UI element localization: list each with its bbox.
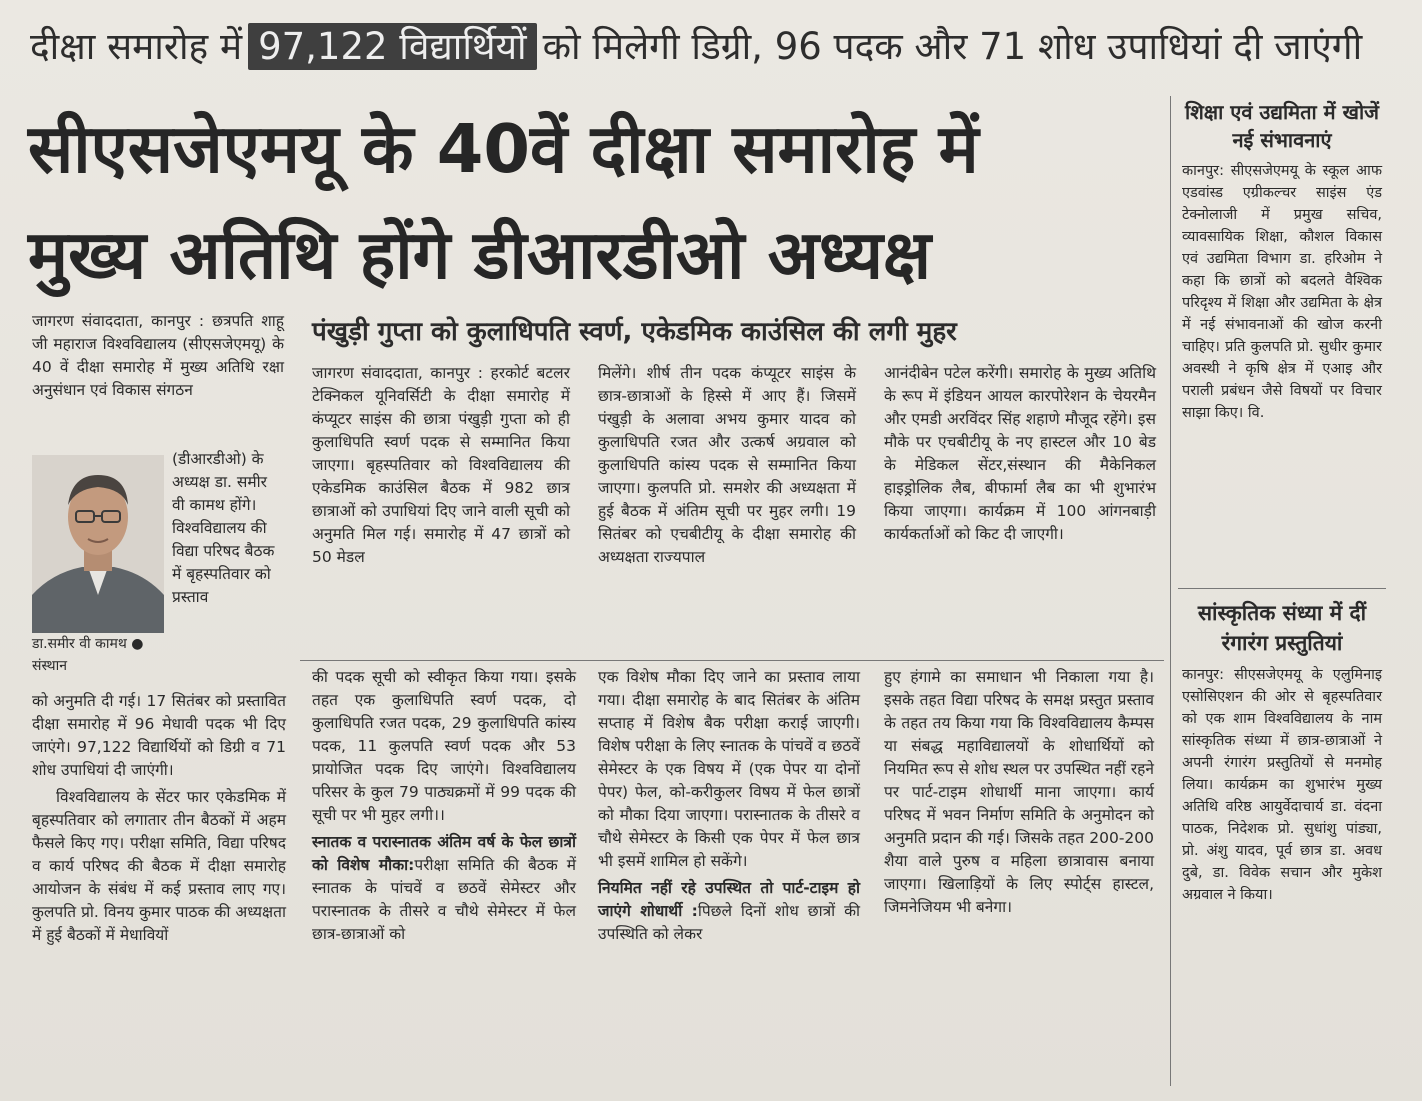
lower-lead-2: नियमित नहीं रहे उपस्थित तो पार्ट-टाइम हो जाएंगे शोधार्थी :	[598, 879, 860, 920]
sidebar-story-1	[1182, 98, 1382, 424]
headline-line-2: मुख्य अतिथि होंगे डीआरडीओ अध्यक्ष	[28, 216, 932, 294]
kicker-after: को मिलेगी डिग्री, 96 पदक और 71 शोध उपाधियां दी जाएंगी	[542, 25, 1363, 68]
sidebar-story-2	[1182, 598, 1382, 906]
main-story-para-1c: को अनुमति दी गई। 17 सितंबर को प्रस्तावित दीक्षा समारोह में 96 मेधावी पदक भी दिए जाएंगे। 97,122 विद्यार्थियों को डिग्री व 71 शोध उपाधियां दी जाएंगी।	[32, 692, 286, 779]
sub-story-col-1	[312, 362, 570, 569]
sidebar-2-body: कानपुर: सीएसजेएमयू के एलुमिनाइ एसोसिएशन की ओर से बृहस्पतिवार को एक शाम विश्वविद्यालय के नाम सांस्कृतिक संध्या में छात्र-छात्राओं ने अपनी रंगारंग प्रस्तुतियों से मनमोह लिया। कार्यक्रम का शुभारंभ मुख्य अतिथि वरिष्ठ आयुर्वेदाचार्य डा. वंदना पाठक, निदेशक प्रो. सुधांशु पांड्या, प्रो. अंशु यादव, पूर्व छात्र डा. अवध दुबे, डा. विवेक सचान और मुकेश अग्रवाल ने किया।	[1182, 667, 1382, 903]
portrait-image	[32, 455, 164, 633]
sidebar-1-title: शिक्षा एवं उद्यमिता में खोजें नई संभावनाएं	[1185, 100, 1379, 152]
lower-text-1b: परीक्षा समिति की बैठक में स्नातक के पांचवें व छठवें सेमेस्टर और परास्नातक के तीसरे व चौथे सेमेस्टर में फेल छात्र-छात्राओं को	[312, 856, 576, 943]
sidebar-divider	[1170, 96, 1171, 1086]
lower-text-1a: की पदक सूची को स्वीकृत किया गया। इसके तहत एक कुलाधिपति स्वर्ण पदक, दो कुलाधिपति रजत पदक, 29 कुलाधिपति कांस्य पदक, 11 कुलपति स्वर्ण पदक और 53 प्रायोजित पदक दिए जाएंगे। विश्वविद्यालय परिसर के कुल 79 पाठ्यक्रमों में 99 पदक की सूची पर भी मुहर लगी।।	[312, 668, 576, 824]
sub-story-text-2: मिलेंगे। शीर्ष तीन पदक कंप्यूटर साइंस के छात्र-छात्राओं के हिस्से में आए हैं। जिसमें पंखुड़ी के अलावा अभय कुमार यादव को कुलाधिपति रजत और उत्कर्ष अग्रवाल को कुलाधिपति कांस्य पदक से सम्मानित किया जाएगा। कुलपति प्रो. समशेर की अध्यक्षता में हुई बैठक में अंतिम सूची पर मुहर लगी। 19 सितंबर को एचबीटीयू के दीक्षा समारोह की अध्यक्षता राज्यपाल	[598, 364, 856, 566]
section-divider	[300, 660, 1164, 661]
kicker-line	[30, 14, 1400, 80]
sub-story-col-2	[598, 362, 856, 569]
lower-lead-1: स्नातक व परास्नातक अंतिम वर्ष के फेल छात्रों को विशेष मौका:	[312, 833, 576, 874]
kicker-before: दीक्षा समारोह में	[30, 25, 243, 68]
main-story-para-2: विश्वविद्यालय के सेंटर फार एकेडमिक में बृहस्पतिवार को लगातार तीन बैठकों में अहम फैसले किए गए। परीक्षा समिति, विद्या परिषद व कार्य परिषद की बैठक में दीक्षा समारोह आयोजन के संबंध में कई प्रस्ताव लाए गए। कुलपति प्रो. विनय कुमार पाठक की अध्यक्षता में हुई बैठकों में मेधावियों	[32, 788, 286, 944]
sidebar-separator	[1178, 588, 1386, 589]
headline-line-1: सीएसजेएमयू के 40वें दीक्षा समारोह में	[28, 110, 979, 188]
lower-text-2a: एक विशेष मौका दिए जाने का प्रस्ताव लाया गया। दीक्षा समारोह के बाद सितंबर के अंतिम सप्ताह में विशेष बैक परीक्षा कराई जाएगी। विशेष परीक्षा के लिए स्नातक के पांचवें व छठवें सेमेस्टर के एक विषय में (एक पेपर या दोनों पेपर) फेल, को-करीकुलर विषय में फेल छात्रों को मौका दिया जाएगा। परास्नातक के तीसरे व चौथे सेमेस्टर के किसी एक पेपर में फेल छात्र भी इसमें शामिल हो सकेंगे।	[598, 668, 860, 870]
sidebar-2-title: सांस्कृतिक संध्या में दीं रंगारंग प्रस्तुतियां	[1197, 601, 1367, 655]
photo-caption: डा.समीर वी कामथ ● संस्थान	[32, 636, 144, 674]
lower-col-2	[598, 666, 860, 946]
portrait-photo	[32, 455, 164, 633]
kicker-highlight: 97,122 विद्यार्थियों	[248, 23, 537, 70]
sub-story-text-3: आनंदीबेन पटेल करेंगी। समारोह के मुख्य अतिथि के रूप में इंडियन आयल कारपोरेशन के चेयरमैन और एमडी अरविंदर सिंह शहाणे मौजूद रहेंगे। इस मौके पर एचबीटीयू के नए हास्टल और 10 बेड के मेडिकल सेंटर,संस्थान की मैकेनिकल हाइड्रोलिक लैब, बीफार्मा लैब का भी शुभारंभ किया जाएगा। कार्यक्रम में 100 आंगनबाड़ी कार्यकर्ताओं को किट दी जाएगी।	[884, 364, 1156, 543]
lower-col-3	[884, 666, 1154, 919]
main-story-wrap	[172, 448, 284, 609]
lower-text-3: हुए हंगामे का समाधान भी निकाला गया है। इसके तहत विद्या परिषद के समक्ष प्रस्तुत प्रस्ताव के तहत तय किया गया कि विश्वविद्यालय कैम्पस या संबद्ध महाविद्यालयों के शोधार्थियों को नियमित रूप से शोध स्थल पर उपस्थित नहीं रहने पर पार्ट-टाइम शोधार्थी माना जाएगा। कार्य परिषद में भवन निर्माण समिति के अनुमोदन को अनुमति प्रदान की गई। जिसके तहत 200-200 शैया वाले पुरुष व महिला छात्रावास बनाया जाएगा। खिलाड़ियों के लिए स्पोर्ट्स हास्टल, जिमनेजियम भी बनेगा।	[884, 668, 1154, 916]
lower-col-1	[312, 666, 576, 946]
main-story-lead: जागरण संवाददाता, कानपुर : छत्रपति शाहू जी महाराज विश्वविद्यालय (सीएसजेएमयू) के 40 वें दीक्षा समारोह में मुख्य अतिथि रक्षा अनुसंधान एवं विकास संगठन	[32, 312, 284, 399]
main-story-wrap-text: (डीआरडीओ) के अध्यक्ष डा. समीर वी कामथ होंगे। विश्वविद्यालय की विद्या परिषद बैठक में बृहस्पतिवार को प्रस्ताव	[172, 450, 275, 606]
main-story-continued	[32, 690, 286, 947]
main-headline	[28, 96, 1168, 308]
main-story-column	[32, 310, 284, 402]
sub-headline: पंखुड़ी गुप्ता को कुलाधिपति स्वर्ण, एकेडमिक काउंसिल की लगी मुहर	[312, 317, 957, 347]
sub-story-col-3	[884, 362, 1156, 546]
lower-text-2b: पिछले दिनों शोध छात्रों की उपस्थिति को लेकर	[598, 902, 860, 943]
sub-story-text-1: जागरण संवाददाता, कानपुर : हरकोर्ट बटलर टेक्निकल यूनिवर्सिटी के दीक्षा समारोह में कंप्यूटर साइंस की छात्रा पंखुड़ी गुप्ता को ही कुलाधिपति स्वर्ण पदक से सम्मानित किया जाएगा। बृहस्पतिवार को विश्वविद्यालय की एकेडमिक काउंसिल बैठक में 982 छात्र छात्राओं को उपाधियां दिए जाने वाली सूची को अनुमति मिल गई। समारोह में 47 छात्रों को 50 मेडल	[312, 364, 570, 566]
sidebar-1-body: कानपुर: सीएसजेएमयू के स्कूल आफ एडवांस्ड एग्रीकल्चर साइंस एंड टेक्नोलाजी में प्रमुख सचिव, व्यावसायिक शिक्षा, कौशल विकास एवं उद्यमिता विभाग डा. हरिओम ने कहा कि छात्रों को बदलते वैश्विक परिदृश्य में शिक्षा और उद्यमिता के क्षेत्र में नई संभावनाओं की खोज करनी चाहिए। प्रति कुलपति प्रो. सुधीर कुमार अवस्थी ने कृषि क्षेत्र में एआइ और पराली प्रबंधन जैसे विषयों पर विचार साझा किए। वि.	[1182, 163, 1382, 421]
